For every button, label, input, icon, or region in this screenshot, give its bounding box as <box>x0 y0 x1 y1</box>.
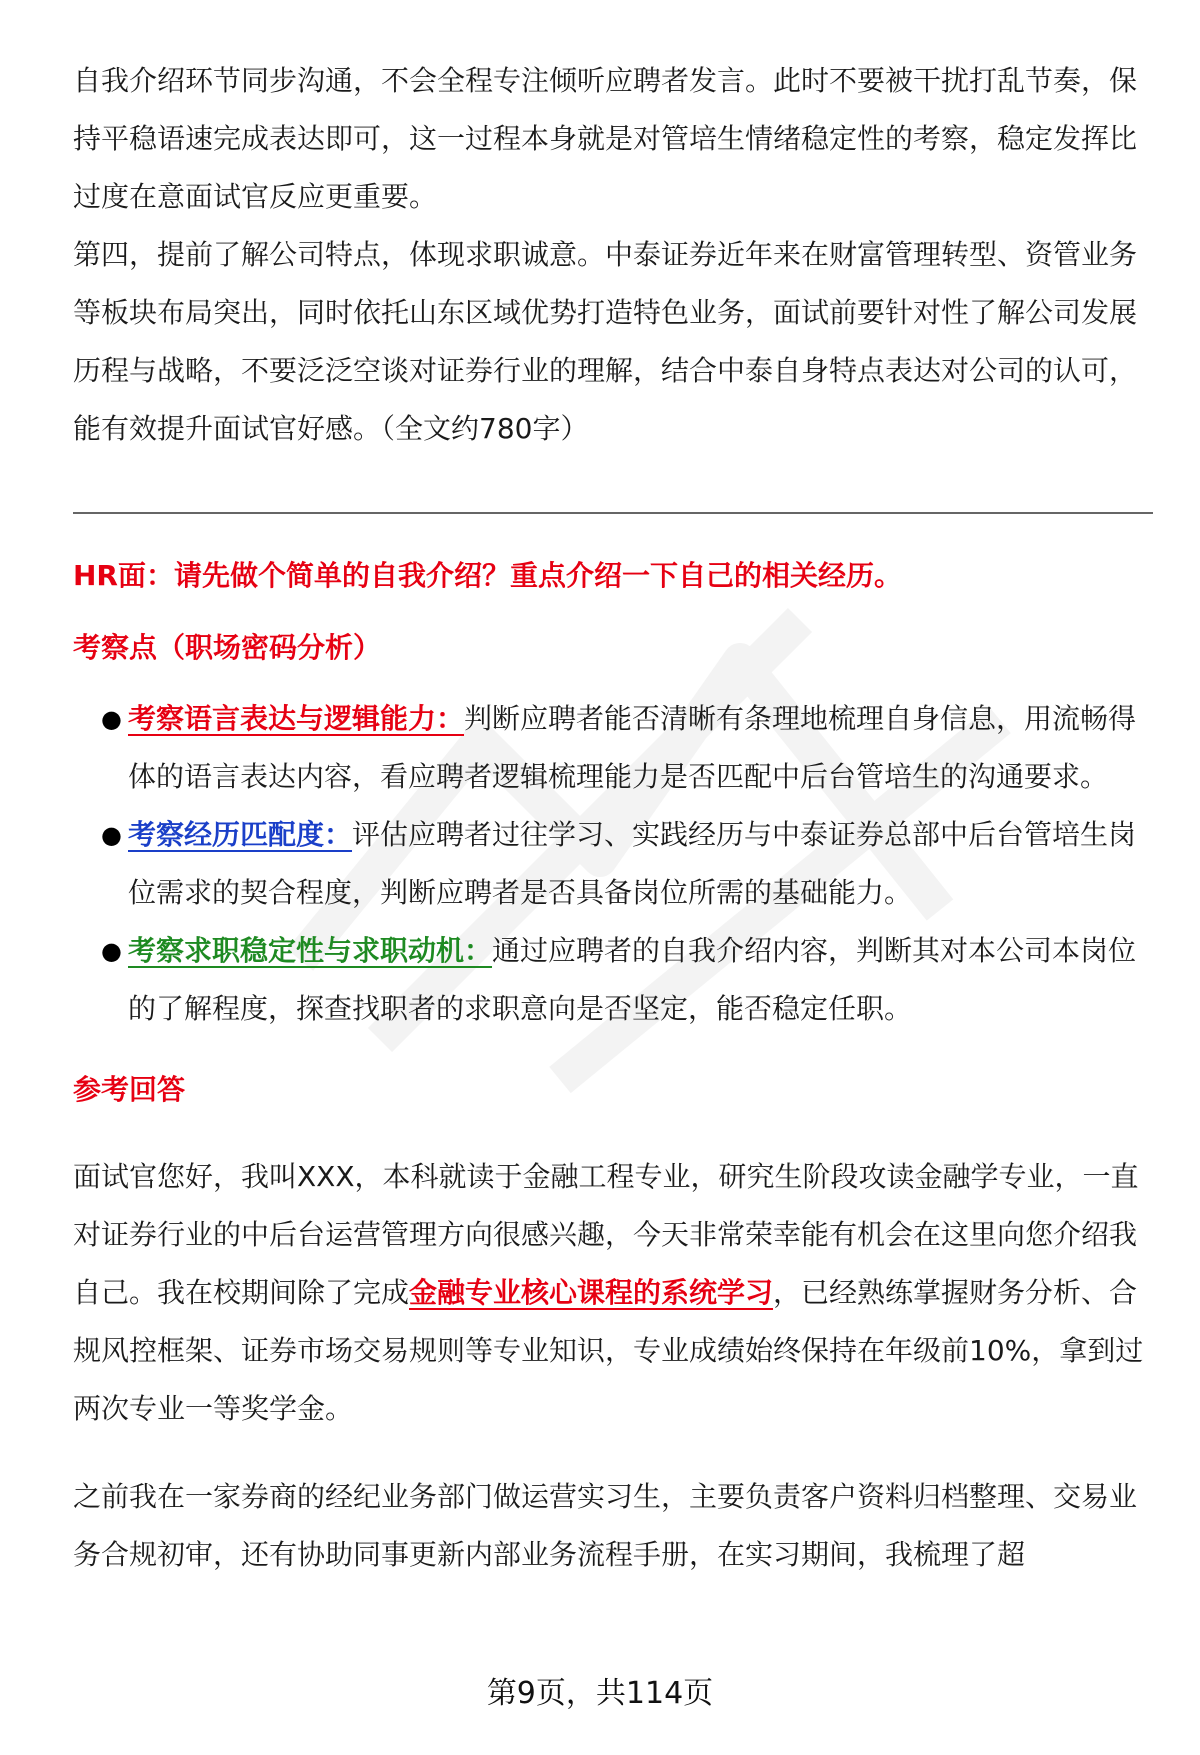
answer-paragraph: 之前我在一家券商的经纪业务部门做运营实习生，主要负责客户资料归档整理、交易业务合规初审，还有协助同事更新内部业务流程手册，在实习期间，我梳理了超 <box>73 1480 1138 1571</box>
intro-paragraph: 第四，提前了解公司特点，体现求职诚意。中泰证券近年来在财富管理转型、资管业务等板块布局突出，同时依托山东区域优势打造特色业务，面试前要针对性了解公司发展历程与战略，不要泛泛空谈对证券行业的理解，结合中泰自身特点表达对公司的认可，能有效提升面试官好感。（全文约780字） <box>73 238 1138 445</box>
list-item <box>101 806 1153 922</box>
point-label: 考察语言表达与逻辑能力： <box>128 702 465 735</box>
page-number: 第9页，共114页 <box>486 1676 714 1711</box>
assessment-points-list <box>73 690 1153 1038</box>
points-heading: 考察点（职场密码分析） <box>73 631 382 664</box>
question-title: HR面：请先做个简单的自我介绍？重点介绍一下自己的相关经历。 <box>73 559 902 592</box>
point-label: 考察求职稳定性与求职动机： <box>128 934 493 967</box>
point-text: 通过应聘者的自我介绍内容，判断其对本公司本岗位的了解程度，探查找职者的求职意向是否坚定，能否稳定任职。 <box>128 934 1137 1025</box>
intro-paragraph: 自我介绍环节同步沟通，不会全程专注倾听应聘者发言。此时不要被干扰打乱节奏，保持平稳语速完成表达即可，这一过程本身就是对管培生情绪稳定性的考察，稳定发挥比过度在意面试官反应更重要。 <box>73 64 1138 213</box>
bullet-icon: ● <box>101 937 122 965</box>
answer-paragraph <box>73 1148 1153 1438</box>
point-text: 评估应聘者过往学习、实践经历与中泰证券总部中后台管培生岗位需求的契合程度，判断应聘者是否具备岗位所需的基础能力。 <box>128 818 1137 909</box>
point-text: 判断应聘者能否清晰有条理地梳理自身信息，用流畅得体的语言表达内容，看应聘者逻辑梳理能力是否匹配中后台管培生的沟通要求。 <box>128 702 1137 793</box>
bullet-icon: ● <box>101 821 122 849</box>
answer-text: ，已经熟练掌握财务分析、合规风控框架、证券市场交易规则等专业知识，专业成绩始终保持在年级前10%，拿到过两次专业一等奖学金。 <box>73 1276 1144 1425</box>
section-divider <box>73 512 1153 514</box>
point-label: 考察经历匹配度： <box>128 818 353 851</box>
list-item <box>101 690 1153 806</box>
answer-heading: 参考回答 <box>73 1073 186 1106</box>
bullet-icon: ● <box>101 705 122 733</box>
answer-text: 面试官您好，我叫XXX，本科就读于金融工程专业，研究生阶段攻读金融学专业，一直对证券行业的中后台运营管理方向很感兴趣，今天非常荣幸能有机会在这里向您介绍我自己。我在校期间除了完成 <box>73 1160 1139 1309</box>
list-item <box>101 922 1153 1038</box>
answer-highlight: 金融专业核心课程的系统学习 <box>409 1276 774 1309</box>
document-body <box>73 52 1153 1584</box>
